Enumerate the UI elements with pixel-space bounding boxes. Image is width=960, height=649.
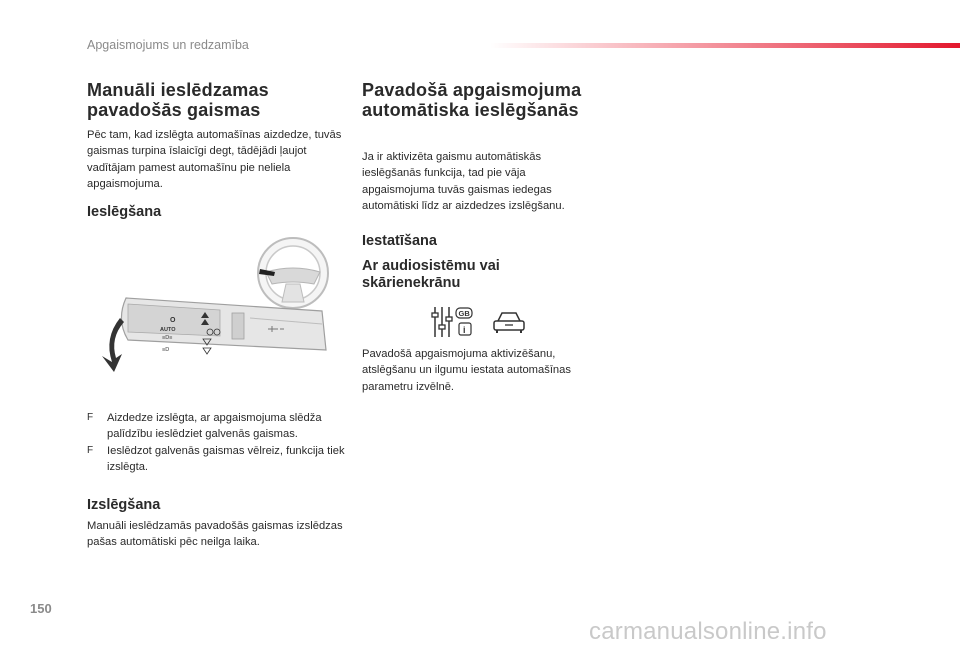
settings-text: Pavadošā apgaismojuma aktivizēšanu, atslēgšanu un ilgumu iestata automašīnas parametru izvēlnē.	[362, 348, 571, 393]
watermark: carmanualsonline.info	[589, 618, 827, 645]
left-heading: Manuāli ieslēdzamas pavadošās gaismas	[87, 80, 269, 120]
stalk-label-sidelights: ≡D≡	[162, 335, 173, 341]
stalk-label-off: O	[170, 317, 176, 324]
right-intro: Ja ir aktivizēta gaismu automātiskās ieslēgšanās funkcija, tad pie vāja apgaismojuma tuvās gaismas iedegas automātiski līdz ar aizdedzes izslēgšanu.	[362, 151, 565, 213]
list-item	[87, 410, 349, 443]
bullet-text: Aizdedze izslēgta, ar apgaismojuma slēdža palīdzību ieslēdziet galvenās gaismas.	[107, 412, 322, 441]
page-number: 150	[30, 601, 52, 616]
rotation-arrow-icon	[102, 318, 124, 372]
left-intro: Pēc tam, kad izslēgta automašīnas aizdedze, tuvās gaismas turpina īslaicīgi degt, tādējādi ļaujot vadītājam pamest automašīnu pie neliela apgaismojuma.	[87, 129, 342, 191]
settings-heading: Iestatīšana	[362, 233, 437, 249]
switch-off-heading: Izslēgšana	[87, 497, 161, 513]
header-accent-bar	[490, 43, 960, 48]
info-badge-label: i	[463, 325, 466, 335]
list-item	[87, 443, 349, 476]
arrow-down-icon	[203, 348, 211, 354]
audio-heading: Ar audiosistēmu vai skārienekrānu	[362, 258, 500, 291]
bullet-mark: F	[87, 412, 94, 423]
settings-sliders-icon	[431, 305, 475, 339]
car-icon	[492, 310, 526, 334]
switch-on-heading: Ieslēgšana	[87, 204, 162, 220]
bullet-mark: F	[87, 444, 94, 456]
switch-on-bullets	[87, 410, 349, 476]
section-title: Apgaismojums un redzamība	[87, 38, 249, 52]
lighting-stalk-illustration	[100, 236, 350, 372]
language-badge-label: GB	[458, 309, 470, 318]
steering-wheel-icon	[258, 238, 328, 308]
right-heading: Pavadošā apgaismojuma automātiska ieslēgšanās	[362, 80, 582, 120]
stalk-label-dipped: ≡D	[162, 347, 170, 353]
bullet-text: Ieslēdzot galvenās gaismas vēlreiz, funkcija tiek izslēgta.	[107, 444, 345, 474]
switch-off-text: Manuāli ieslēdzamās pavadošās gaismas izslēdzas pašas automātiski pēc neilga laika.	[87, 520, 343, 549]
stalk-label-auto: AUTO	[160, 327, 176, 333]
